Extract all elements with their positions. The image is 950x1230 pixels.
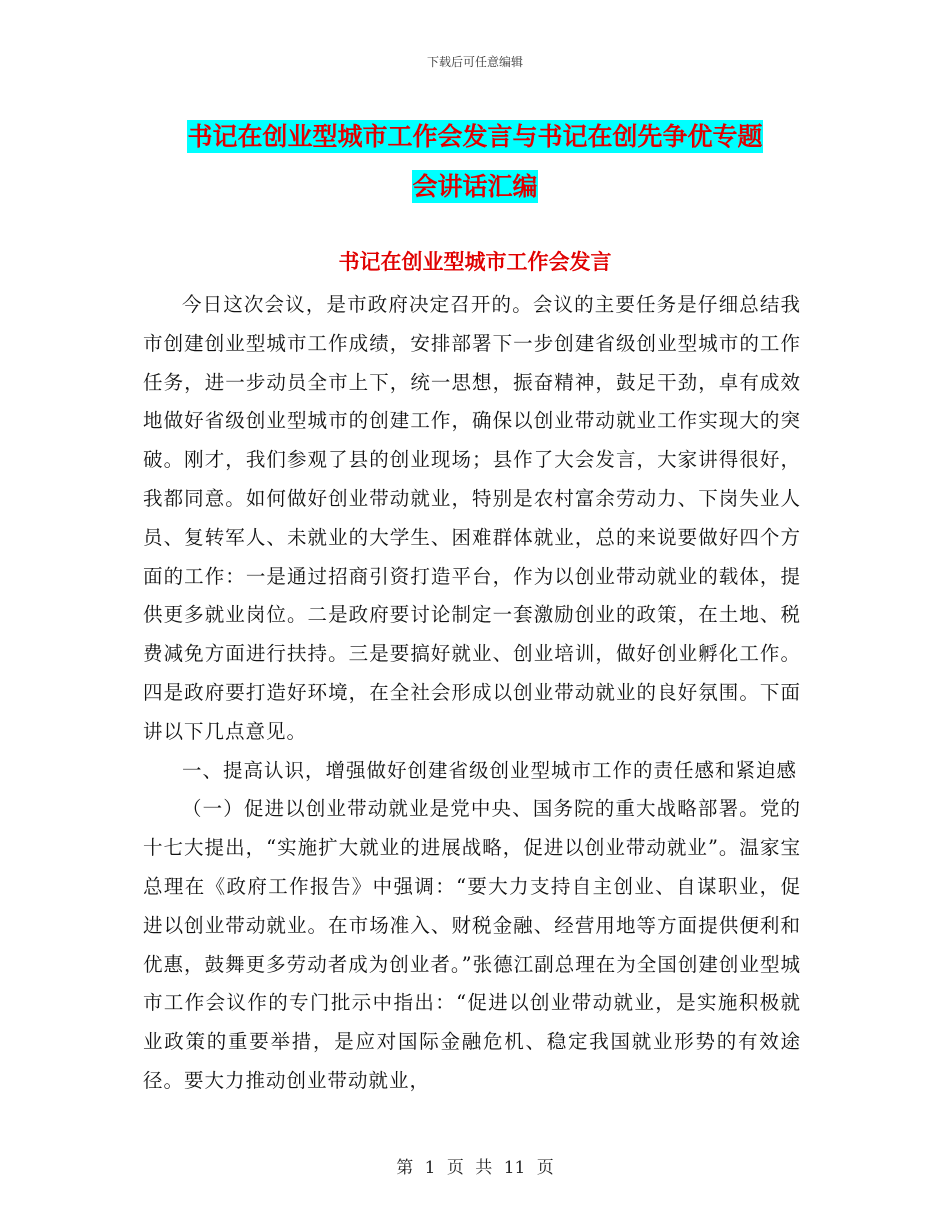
paragraph-heading-1: 一、提高认识，增强做好创建省级创业型城市工作的责任感和紧迫感: [182, 758, 798, 782]
paragraph-subsection-1: （一）促进以创业带动就业是党中央、国务院的重大战略部署。党的十七大提出，“实施扩大就业的进展战略，促进以创业带动就业”。温家宝总理在《政府工作报告》中强调：“要大力支持自主创业、自谋职业，促进以创业带动就业。在市场准入、财税金融、经营用地等方面提供便利和优惠，鼓舞更多劳动者成为创业者。”张德江副总理在为全国创建创业型城市工作会议作的专门批示中指出：“促进以创业带动就业，是实施积极就业政策的重要举措，是应对国际金融危机、稳定我国就业形势的有效途径。要大力推动创业带动就业，: [143, 797, 801, 1092]
document-title-line-1: 书记在创业型城市工作会发言与书记在创先争优专题: [187, 122, 763, 151]
document-title: [120, 112, 830, 212]
document-title-line-2: 会讲话汇编: [412, 172, 538, 201]
section-title: 书记在创业型城市工作会发言: [338, 250, 612, 274]
page-header-note: 下载后可任意编辑: [426, 55, 523, 69]
document-body: [143, 286, 801, 1101]
page-number: 第 1 页 共 11 页: [396, 1158, 554, 1178]
paragraph-intro: 今日这次会议，是市政府决定召开的。会议的主要任务是仔细总结我市创建创业型城市工作成绩，安排部署下一步创建省级创业型城市的工作任务，进一步动员全市上下，统一思想，振奋精神，鼓足干劲，卓有成效地做好省级创业型城市的创建工作，确保以创业带动就业工作实现大的突破。刚才，我们参观了县的创业现场；县作了大会发言，大家讲得很好，我都同意。如何做好创业带动就业，特别是农村富余劳动力、下岗失业人员、复转军人、未就业的大学生、困难群体就业，总的来说要做好四个方面的工作：一是通过招商引资打造平台，作为以创业带动就业的载体，提供更多就业岗位。二是政府要讨论制定一套激励创业的政策，在土地、税费减免方面进行扶持。三是要搞好就业、创业培训，做好创业孵化工作。四是政府要打造好环境，在全社会形成以创业带动就业的良好氛围。下面讲以下几点意见。: [143, 293, 801, 743]
